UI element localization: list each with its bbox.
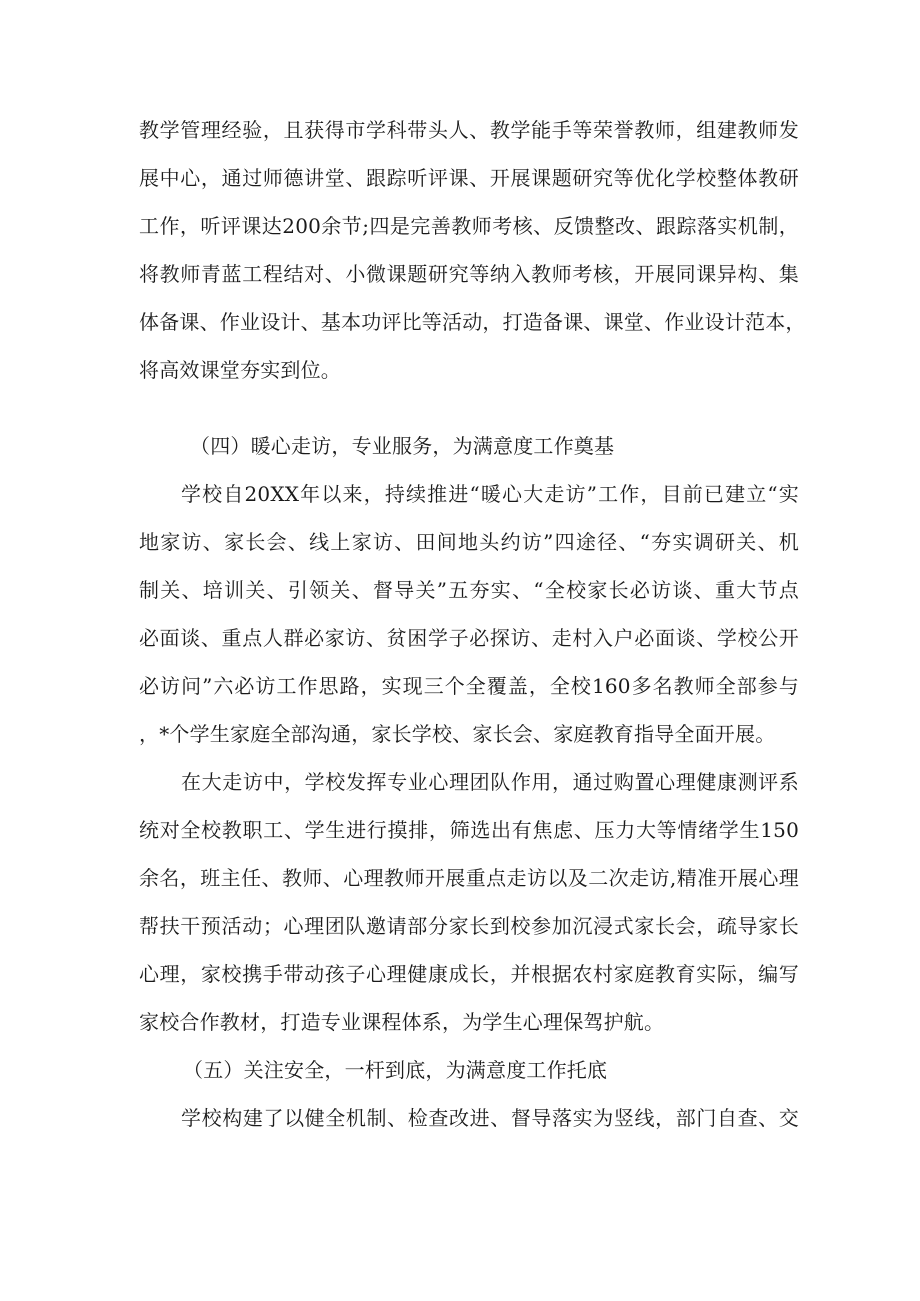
text-line: 家校合作教材，打造专业课程体系，为学生心理保驾护航。 <box>139 1010 665 1034</box>
text-line: 学校构建了以健全机制、检查改进、督导落实为竖线，部门自查、交 <box>181 1106 799 1130</box>
text-line: 地家访、家长会、线上家访、田间地头约访”四途径、“夯实调研关、机 <box>139 530 799 554</box>
text-line: 必访问”六必访工作思路，实现三个全覆盖，全校160多名教师全部参与 <box>139 674 799 698</box>
text-line: 将高效课堂夯实到位。 <box>139 358 341 382</box>
text-line: 学校自20XX年以来，持续推进“暖心大走访”工作，目前已建立“实 <box>181 482 799 506</box>
text-line: 必面谈、重点人群必家访、贫困学子必探访、走村入户必面谈、学校公开 <box>139 626 799 650</box>
text-line: 将教师青蓝工程结对、小微课题研究等纳入教师考核，开展同课异构、集 <box>139 262 799 286</box>
text-line: 统对全校教职工、学生进行摸排，筛选出有焦虑、压力大等情绪学生150 <box>139 818 799 842</box>
text-line: 教学管理经验，且获得市学科带头人、教学能手等荣誉教师，组建教师发 <box>139 118 799 142</box>
text-line: 制关、培训关、引领关、督导关”五夯实、“全校家长必访谈、重大节点 <box>139 578 799 602</box>
text-line: 余名，班主任、教师、心理教师开展重点走访以及二次走访,精准开展心理 <box>139 866 799 890</box>
text-line: 工作，听评课达200余节;四是完善教师考核、反馈整改、跟踪落实机制， <box>139 214 799 238</box>
text-line: 展中心，通过师德讲堂、跟踪听评课、开展课题研究等优化学校整体教研 <box>139 166 799 190</box>
text-line: 体备课、作业设计、基本功评比等活动，打造备课、课堂、作业设计范本， <box>139 310 806 334</box>
text-line: ，*个学生家庭全部沟通，家长学校、家长会、家庭教育指导全面开展。 <box>139 722 776 746</box>
section-heading: （四）暖心走访，专业服务，为满意度工作奠基 <box>190 434 615 458</box>
text-line: 帮扶干预活动；心理团队邀请部分家长到校参加沉浸式家长会，疏导家长 <box>139 914 799 938</box>
text-line: 在大走访中，学校发挥专业心理团队作用，通过购置心理健康测评系 <box>181 770 799 794</box>
section-heading: （五）关注安全，一杆到底，为满意度工作托底 <box>183 1058 608 1082</box>
text-line: 心理，家校携手带动孩子心理健康成长，并根据农村家庭教育实际，编写 <box>139 962 799 986</box>
